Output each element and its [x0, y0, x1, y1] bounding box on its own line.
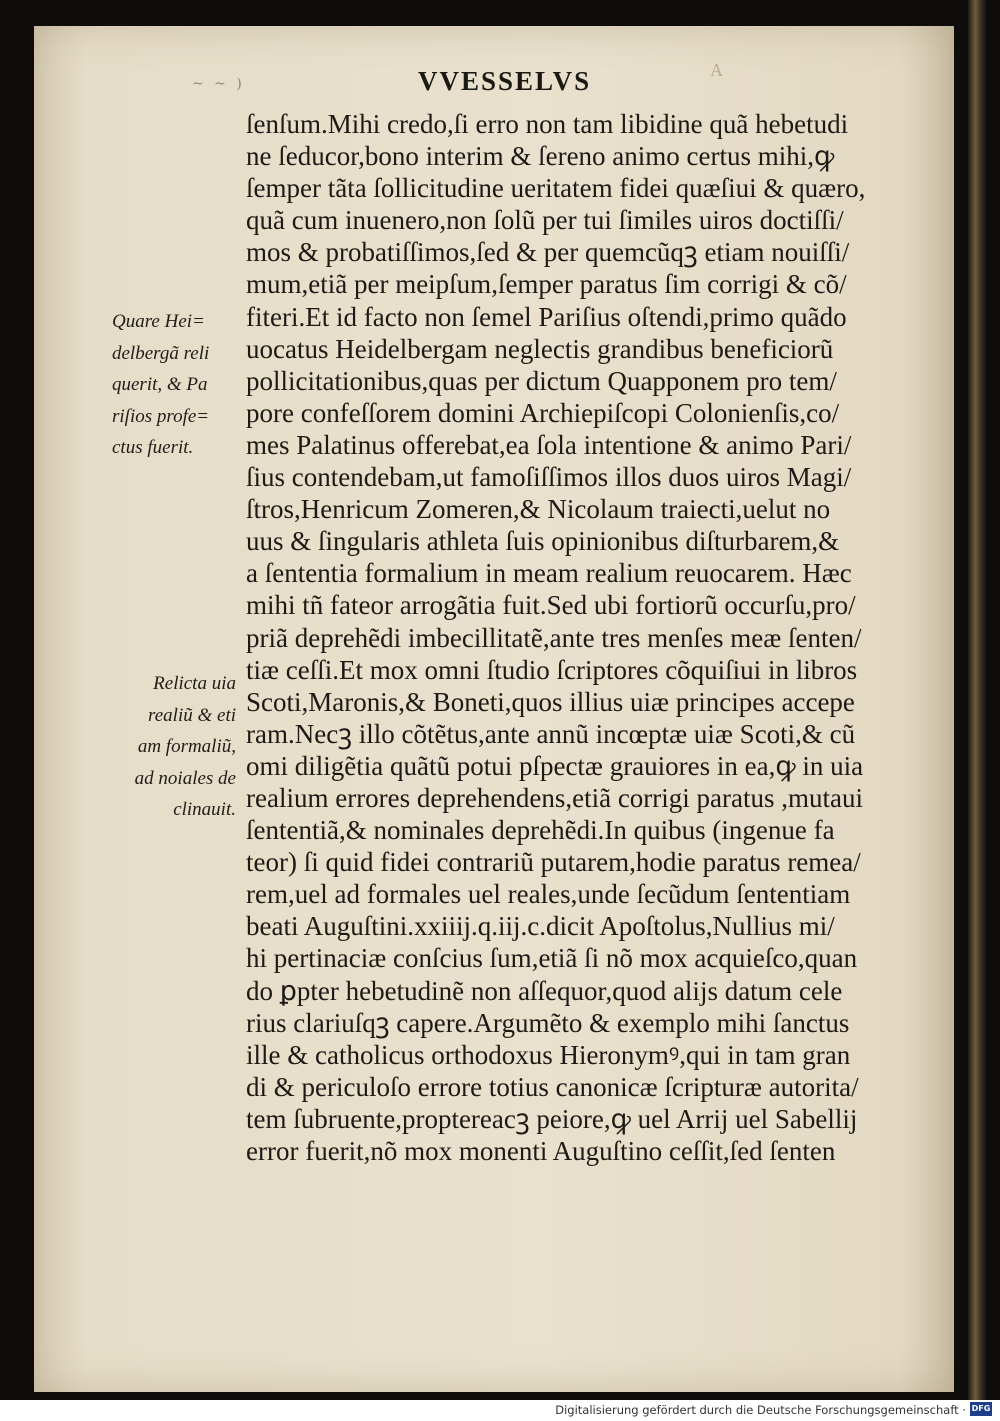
- text-line: ſius contendebam,ut famoſiſſimos illos duos uiros Magi/: [246, 462, 852, 493]
- running-head: VVESSELVS: [418, 66, 592, 96]
- marginal-note-line: ctus fuerit.: [112, 437, 194, 458]
- book-spine-edge: [968, 0, 986, 1400]
- text-line: beati Auguſtini.xxiiij.q.iij.c.dicit Apoſtolus,Nullius mi/: [246, 911, 835, 942]
- marginal-note-line: am formaliũ,: [137, 736, 236, 757]
- text-line: hi pertinaciæ conſcius ſum,etiã ſi nõ mox acquieſco,quan: [246, 943, 858, 974]
- marginal-note-line: querit, & Pa: [112, 374, 208, 395]
- text-line: quã cum inuenero,non ſolũ per tui ſimiles uiros doctiſſi/: [246, 205, 844, 236]
- text-line: rius clariuſqꝫ capere.Argumẽto & exemplo mihi ſanctus: [246, 1007, 850, 1038]
- text-line: priã deprehẽdi imbecillitatẽ,ante tres menſes meæ ſenten/: [246, 622, 862, 653]
- text-line: uocatus Heidelbergam neglectis grandibus beneficiorũ: [246, 333, 834, 364]
- text-line: pore confeſſorem domini Archiepiſcopi Colonienſis,co/: [246, 397, 840, 428]
- marginal-note-line: Quare Hei=: [112, 311, 205, 332]
- marginal-note-line: clinauit.: [173, 799, 236, 820]
- text-line: ne ſeducor,bono interim & ſereno animo certus mihi,ꝙ: [246, 141, 835, 172]
- marginal-note-line: delbergã reli: [112, 342, 210, 364]
- text-line: ſtros,Henricum Zomeren,& Nicolaum traiecti,uelut no: [246, 494, 831, 525]
- text-line: tiæ ceſſi.Et mox omni ſtudio ſcriptores cõquiſiui in libros: [246, 654, 858, 685]
- text-line: teor) ſi quid fidei contrariũ putarem,hodie paratus remea/: [246, 847, 861, 878]
- text-line: mum,etiã per meipſum,ſemper paratus ſim corrigi & cõ/: [246, 269, 847, 300]
- footer-credit: Digitalisierung gefördert durch die Deutsche Forschungsgemeinschaft ·: [555, 1403, 966, 1417]
- marginal-note-line: ad noiales de: [134, 767, 236, 789]
- page-mark: A: [710, 60, 723, 80]
- text-line: mes Palatinus offerebat,ea ſola intentione & animo Pari/: [246, 429, 852, 460]
- text-line: realium errores deprehendens,etiã corrigi paratus ,mutaui: [246, 782, 863, 813]
- text-line: Scoti,Maronis,& Boneti,quos illius uiæ principes accepe: [246, 686, 855, 717]
- text-line: omi diligẽtia quãtũ potui pſpectæ grauiores in ea,ꝙ in uia: [246, 750, 864, 781]
- text-line: tem ſubruente,proptereacꝫ peiore,ꝙ uel Arrij uel Sabellij: [246, 1103, 858, 1134]
- text-line: ille & catholicus orthodoxus Hieronymꝰ,qui in tam gran: [246, 1039, 851, 1070]
- text-line: rem,uel ad formales uel reales,unde ſecũdum ſententiam: [246, 879, 851, 910]
- text-line: fiteri.Et id facto non ſemel Pariſius oſtendi,primo quãdo: [246, 301, 847, 332]
- text-line: error fuerit,nõ mox monenti Auguſtino ceſſit,ſed ſenten: [246, 1136, 836, 1166]
- marginal-note-line: realiũ & eti: [148, 704, 236, 726]
- text-line: mihi tñ fateor arrogãtia fuit.Sed ubi fortiorũ occurſu,pro/: [246, 590, 856, 621]
- text-line: di & periculoſo errore totius canonicæ ſcripturæ autorita/: [246, 1071, 859, 1102]
- marginal-note-line: Relicta uia: [153, 673, 236, 694]
- text-line: a ſententia formalium in meam realium reuocarem. Hæc: [246, 558, 852, 589]
- text-line: ſententiã,& nominales deprehẽdi.In quibus (ingenue fa: [246, 815, 835, 846]
- text-line: uus & ſingularis athleta ſuis opinionibus diſturbarem,&: [246, 526, 840, 557]
- text-line: mos & probatiſſimos,ſed & per quemcũqꝫ etiam nouiſſi/: [246, 237, 850, 268]
- marginal-note-heidelberg: [112, 306, 209, 464]
- text-line: pollicitationibus,quas per dictum Quapponem pro tem/: [246, 365, 837, 396]
- text-line: ſenſum.Mihi credo,ſi erro non tam libidine quã hebetudi: [246, 109, 849, 139]
- marginal-note-line: riſios profe=: [112, 405, 210, 427]
- main-text-block: [246, 108, 926, 1167]
- dfg-logo-icon: DFG: [970, 1402, 992, 1416]
- marginal-note-nominales: [128, 668, 236, 826]
- corner-mark: ~ ~ ): [192, 76, 245, 92]
- text-line: ſemper tãta ſollicitudine ueritatem fidei quæſiui & quæro,: [246, 173, 866, 204]
- text-line: ram.Necꝫ illo cõtẽtus,ante annũ incœptæ uiæ Scoti,& cũ: [246, 718, 856, 749]
- text-line: do ꝑpter hebetudinẽ non aſſequor,quod alijs datum cele: [246, 975, 843, 1006]
